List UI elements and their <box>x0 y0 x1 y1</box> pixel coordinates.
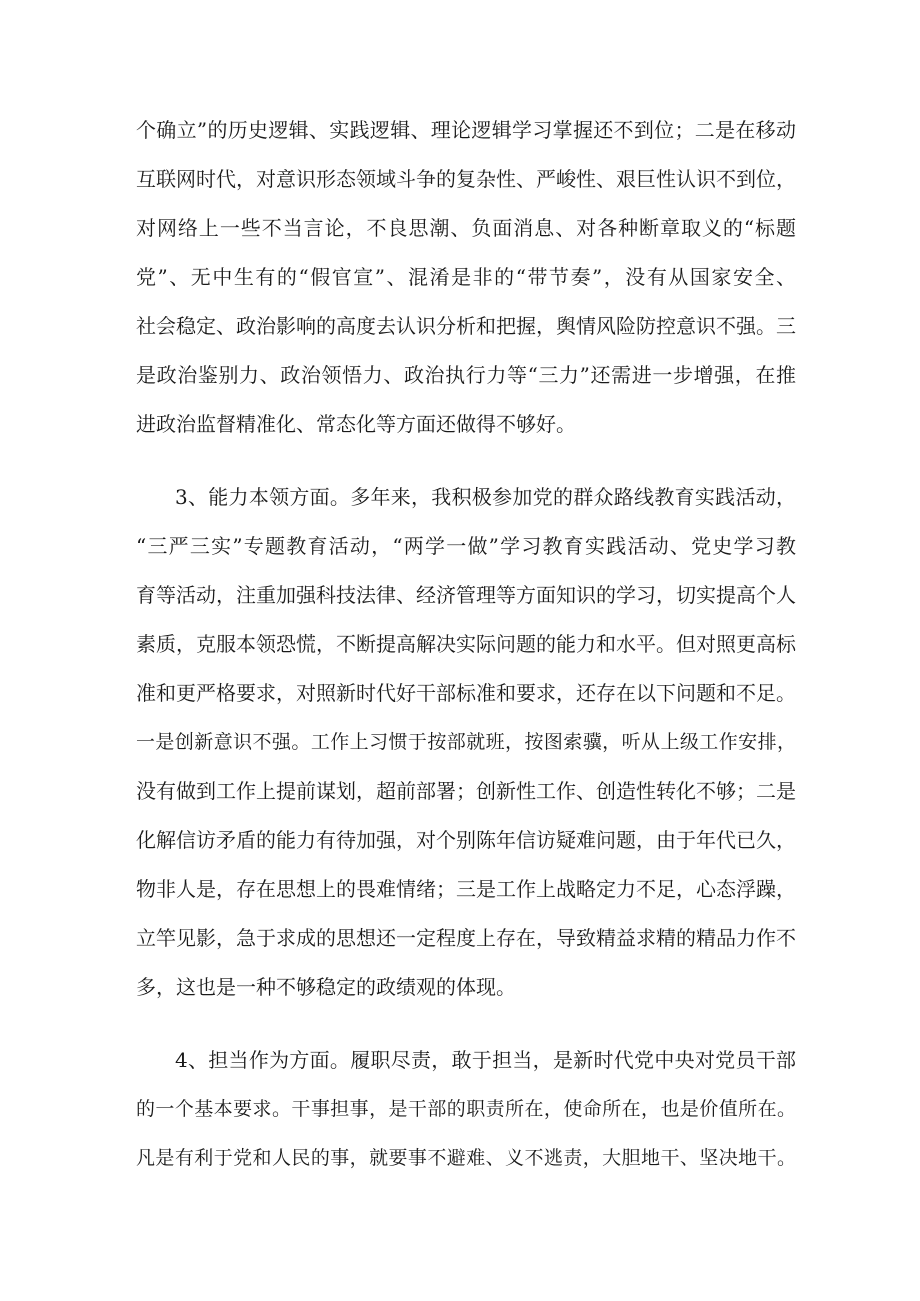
text-line: 互联网时代，对意识形态领域斗争的复杂性、严峻性、艰巨性认识不到位， <box>136 167 796 191</box>
text-line: “三严三实”专题教育活动，“两学一做”学习教育实践活动、党史学习教 <box>136 534 796 558</box>
text-line: 凡是有利于党和人民的事，就要事不避难、义不逃责，大胆地干、坚决地干。 <box>136 1147 796 1169</box>
text-line: 育等活动，注重加强科技法律、经济管理等方面知识的学习，切实提高个人 <box>136 583 796 607</box>
text-line: 立竿见影，急于求成的思想还一定程度上存在，导致精益求精的精品力作不 <box>136 926 796 950</box>
text-line: 进政治监督精准化、常态化等方面还做得不够好。 <box>136 412 576 436</box>
text-line: 个确立”的历史逻辑、实践逻辑、理论逻辑学习掌握还不到位；二是在移动 <box>136 118 796 142</box>
text-line: 是政治鉴别力、政治领悟力、政治执行力等“三力”还需进一步增强，在推 <box>136 363 796 387</box>
text-line: 对网络上一些不当言论，不良思潮、负面消息、对各种断章取义的“标题 <box>136 216 796 240</box>
text-line: 的一个基本要求。干事担事，是干部的职责所在，使命所在，也是价值所在。 <box>136 1098 796 1120</box>
text-line: 一是创新意识不强。工作上习惯于按部就班，按图索骥，听从上级工作安排， <box>136 731 796 753</box>
text-line: 没有做到工作上提前谋划，超前部署；创新性工作、创造性转化不够；二是 <box>136 779 796 803</box>
text-line: 4、担当作为方面。履职尽责，敢于担当，是新时代党中央对党员干部 <box>175 1048 796 1072</box>
text-line: 化解信访矛盾的能力有待加强，对个别陈年信访疑难问题，由于年代已久， <box>136 828 796 852</box>
text-line: 准和更严格要求，对照新时代好干部标准和要求，还存在以下问题和不足。 <box>136 681 796 705</box>
text-line: 物非人是，存在思想上的畏难情绪；三是工作上战略定力不足，心态浮躁， <box>136 877 796 901</box>
text-line: 党”、无中生有的“假官宣”、混淆是非的“带节奏”，没有从国家安全、 <box>136 265 796 289</box>
text-line: 素质，克服本领恐慌，不断提高解决实际问题的能力和水平。但对照更高标 <box>136 632 796 656</box>
text-line: 社会稳定、政治影响的高度去认识分析和把握，舆情风险防控意识不强。三 <box>136 314 796 338</box>
text-line: 3、能力本领方面。多年来，我积极参加党的群众路线教育实践活动， <box>175 485 796 509</box>
text-line: 多，这也是一种不够稳定的政绩观的体现。 <box>136 975 516 999</box>
